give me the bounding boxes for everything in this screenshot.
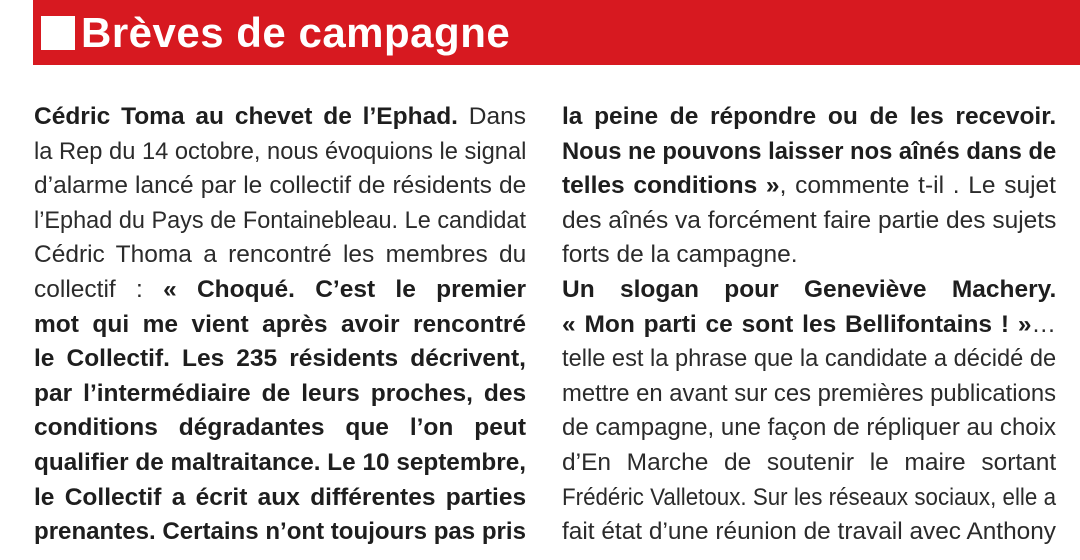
left-article-column — [34, 100, 526, 550]
text-line: conditions dégradantes que l’on peut — [34, 414, 526, 442]
text-line: par l’intermédiaire de leurs proches, des — [34, 379, 527, 407]
text-line: des aînés va forcément faire partie des sujets — [562, 206, 1057, 234]
text-line: Cédric Thoma a rencontré les membres du — [34, 241, 527, 269]
section-banner — [33, 0, 1080, 65]
text-line: Frédéric Valletoux. Sur les réseaux sociaux, elle a — [562, 483, 1056, 511]
text-line: la peine de répondre ou de les recevoir. — [562, 103, 1057, 130]
text-line: collectif : « Choqué. C’est le premier — [34, 275, 526, 303]
text-line: le Collectif a écrit aux différentes parties — [34, 483, 527, 511]
square-bullet-icon — [41, 16, 75, 50]
text-line: mettre en avant sur ces premières publications — [562, 379, 1056, 407]
text-line: telles conditions », commente t-il . Le sujet — [562, 172, 1056, 200]
text-line: mot qui me vient après avoir rencontré — [34, 310, 527, 338]
text-line: la Rep du 14 octobre, nous évoquions le signal — [34, 137, 527, 165]
right-article-column — [562, 100, 1056, 550]
text-line: Un slogan pour Geneviève Machery. — [562, 275, 1057, 303]
text-line: Nous ne pouvons laisser nos aînés dans de — [562, 137, 1057, 165]
text-line: l’Ephad du Pays de Fontainebleau. Le candidat — [34, 206, 526, 234]
text-line: de campagne, une façon de répliquer au choix — [562, 414, 1056, 442]
section-title: Brèves de campagne — [81, 8, 511, 56]
text-line: qualifier de maltraitance. Le 10 septembre, — [34, 448, 526, 476]
text-line: telle est la phrase que la candidate a décidé de — [562, 345, 1057, 373]
text-line: le Collectif. Les 235 résidents décrivent, — [34, 345, 526, 373]
text-line: forts de la campagne. — [562, 241, 798, 269]
text-line: d’En Marche de soutenir le maire sortant — [562, 448, 1057, 476]
text-line: Cédric Toma au chevet de l’Ephad. Dans — [34, 103, 526, 130]
text-line: fait état d’une réunion de travail avec Anthony — [562, 518, 1056, 546]
text-line: d’alarme lancé par le collectif de résidents de — [34, 172, 527, 200]
text-line: « Mon parti ce sont les Bellifontains ! »… — [562, 310, 1056, 338]
text-line: prenantes. Certains n’ont toujours pas pris — [34, 518, 526, 546]
